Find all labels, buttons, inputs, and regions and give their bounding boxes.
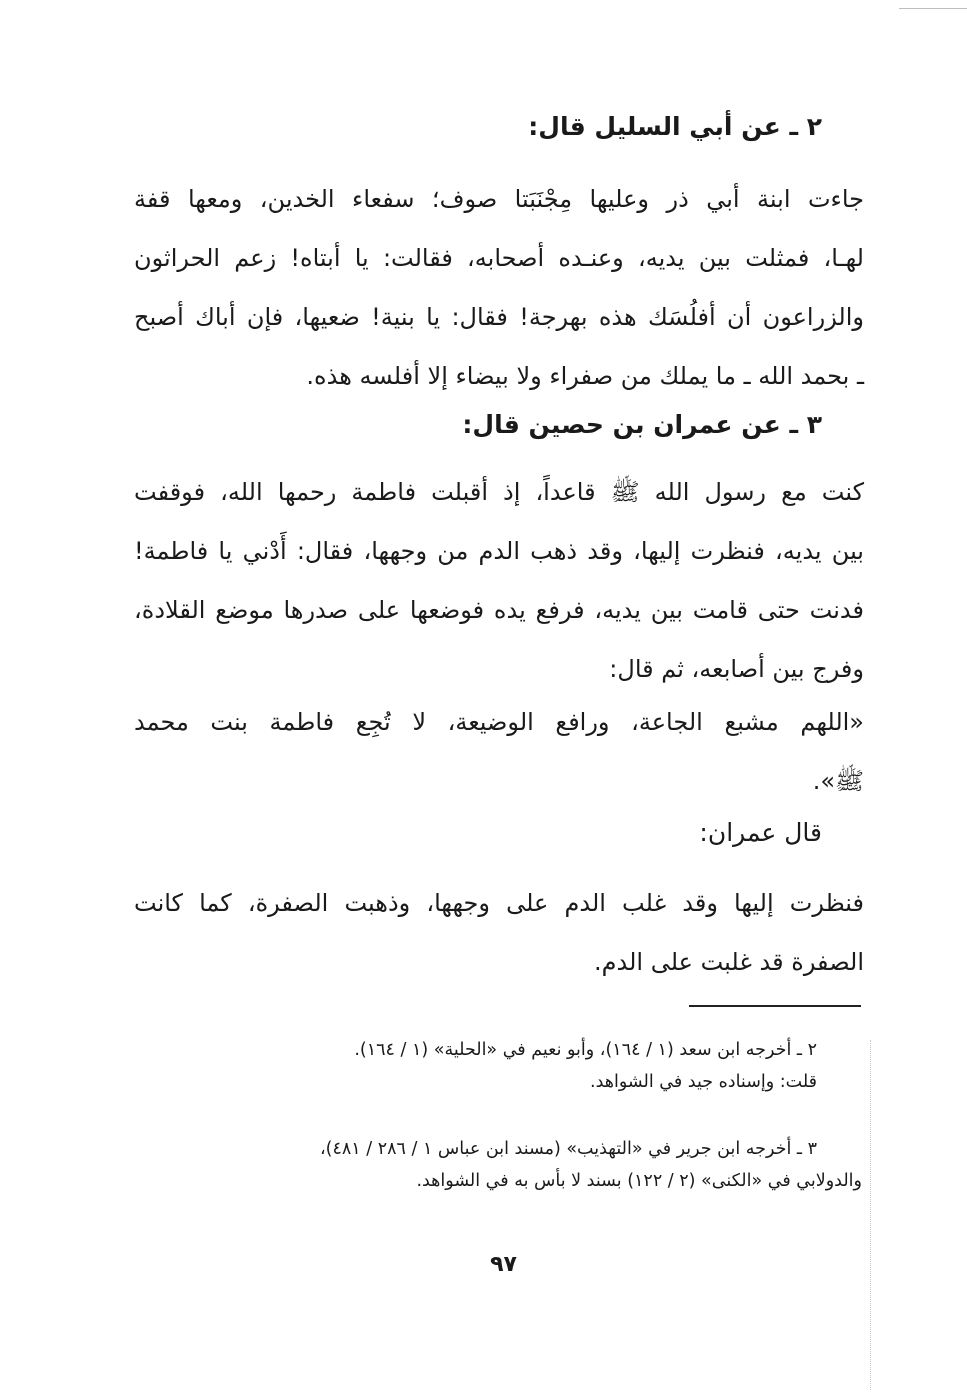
closing-paragraph xyxy=(134,874,864,992)
text-line: ﷺ». xyxy=(812,767,864,795)
text-line: والزراعون أن أفلُسَك هذه بهرجة! فقال: يا بنية! ضعيها، فإن أباك أصبح xyxy=(134,303,864,331)
footnote-line: ٢ ـ أخرجه ابن سعد (١ / ١٦٤)، وأبو نعيم في «الحلية» (١ / ١٦٤). xyxy=(354,1040,817,1060)
text-line: لهـا، فمثلت بين يديه، وعنـده أصحابه، فقالت: يا أبتاه! زعم الحراثون xyxy=(134,244,864,272)
text-line: ـ بحمد الله ـ ما يملك من صفراء ولا بيضاء إلا أفلسه هذه. xyxy=(306,362,864,390)
text-line: وفرج بين أصابعه، ثم قال: xyxy=(609,655,864,683)
footnote-line: والدولابي في «الكنى» (٢ / ١٢٢) بسند لا بأس به في الشواهد. xyxy=(416,1171,862,1191)
narration-heading-3: ٣ ـ عن عمران بن حصين قال: xyxy=(462,410,822,439)
footnote-line: ٣ ـ أخرجه ابن جرير في «التهذيب» (مسند ابن عباس ١ / ٢٨٦ / ٤٨١)، xyxy=(319,1139,817,1159)
narration-body-2 xyxy=(134,170,864,406)
text-line: جاءت ابنة أبي ذر وعليها مِجْنَبَتا صوف؛ سفعاء الخدين، ومعها قفة xyxy=(134,185,864,213)
narration-heading-2: ٢ ـ عن أبي السليل قال: xyxy=(528,112,822,141)
top-edge-rule xyxy=(899,8,967,9)
imran-said-label: قال عمران: xyxy=(699,818,822,847)
prayer-quote xyxy=(134,693,864,811)
margin-dotted-guide xyxy=(870,1040,871,1390)
footnote-3 xyxy=(107,1133,862,1197)
text-line: بين يديه، فنظرت إليها، وقد ذهب الدم من وجهها، فقال: أَدْني يا فاطمة! xyxy=(134,537,864,565)
page-number: ٩٧ xyxy=(490,1252,517,1277)
footnote-line: قلت: وإسناده جيد في الشواهد. xyxy=(590,1072,817,1092)
text-line: كنت مع رسول الله ﷺ قاعداً، إذ أقبلت فاطمة رحمها الله، فوقفت xyxy=(134,478,864,506)
text-line: فدنت حتى قامت بين يديه، فرفع يده فوضعها على صدرها موضع القلادة، xyxy=(134,596,864,624)
footnote-2 xyxy=(137,1034,817,1098)
text-line: فنظرت إليها وقد غلب الدم على وجهها، وذهبت الصفرة، كما كانت xyxy=(134,889,864,917)
text-line: الصفرة قد غلبت على الدم. xyxy=(594,948,864,976)
text-line: «اللهم مشبع الجاعة، ورافع الوضيعة، لا تُجِع فاطمة بنت محمد xyxy=(134,708,864,736)
narration-body-3 xyxy=(134,463,864,699)
footnote-separator xyxy=(689,1005,861,1007)
